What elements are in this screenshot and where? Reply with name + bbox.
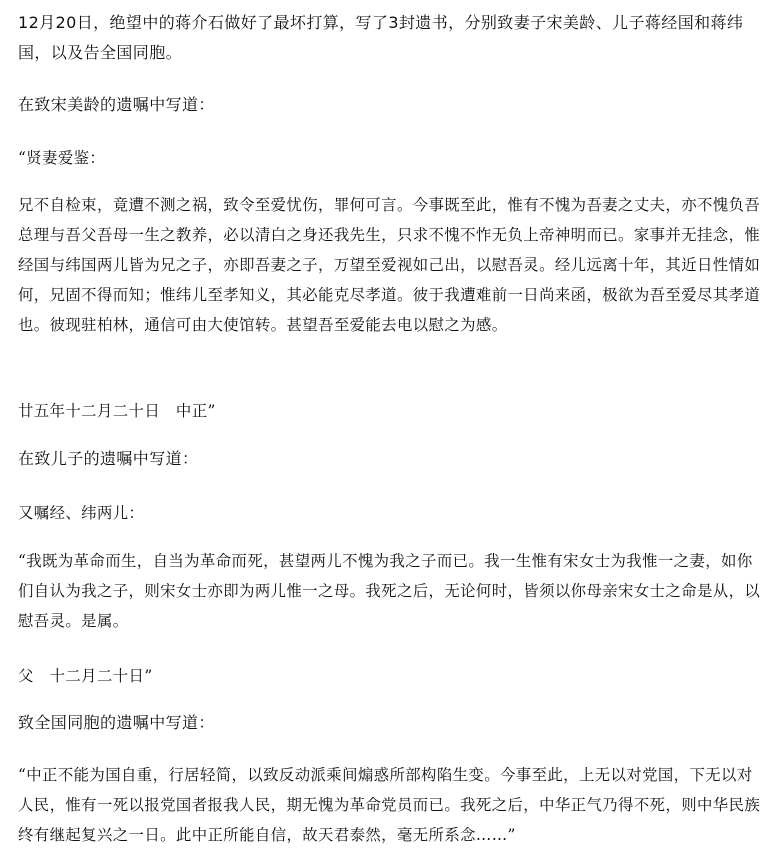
sons-letter-label: 在致儿子的遗嘱中写道： [18,449,199,468]
wife-letter-salutation: “贤妻爱鉴： [18,149,106,167]
sons-letter-body: “我既为革命而生，自当为革命而死，甚望两儿不愧为我之子而已。我一生惟有宋女士为我惟一之妻，如你们自认为我之子，则宋女士亦即为两儿惟一之母。我死之后，无论何时，皆须以你母亲宋女士之命是从，以慰吾灵。是属。 [18,552,761,630]
sons-letter-salutation: 又嘱经、纬两儿： [18,504,145,522]
sons-letter-signature: 父 十二月二十日” [18,667,153,685]
nation-letter-body: “中正不能为国自重，行居轻简，以致反动派乘间煽惑所部构陷生变。今事至此，上无以对党国，下无以对人民，惟有一死以报党国者报我人民，期无愧为革命党员而已。我死之后，中华正气乃得不死，则中华民族终有继起复兴之一日。此中正所能自信，故天君泰然，毫无所系念……” [18,766,761,844]
nation-letter-label: 致全国同胞的遗嘱中写道： [18,713,215,732]
wife-letter-signature: 廿五年十二月二十日 中正” [18,402,216,420]
intro-paragraph: 12月20日，绝望中的蒋介石做好了最坏打算，写了3封遗书，分别致妻子宋美龄、儿子蒋经国和蒋纬国，以及告全国同胞。 [18,13,744,62]
wife-letter-label: 在致宋美龄的遗嘱中写道： [18,95,215,114]
wife-letter-body: 兄不自检束，竟遭不测之祸，致令至爱忧伤，罪何可言。今事既至此，惟有不愧为吾妻之丈夫，亦不愧负吾总理与吾父吾母一生之教养，必以清白之身还我先生，只求不愧不怍无负上帝神明而已。家事并无挂念，惟经国与纬国两儿皆为兄之子，亦即吾妻之子，万望至爱视如己出，以慰吾灵。经儿远离十年，其近日性情如何，兄固不得而知；惟纬儿至孝知义，其必能克尽孝道。彼于我遭难前一日尚来函，极欲为吾至爱尽其孝道也。彼现驻柏林，通信可由大使馆转。甚望吾至爱能去电以慰之为感。 [18,196,761,334]
